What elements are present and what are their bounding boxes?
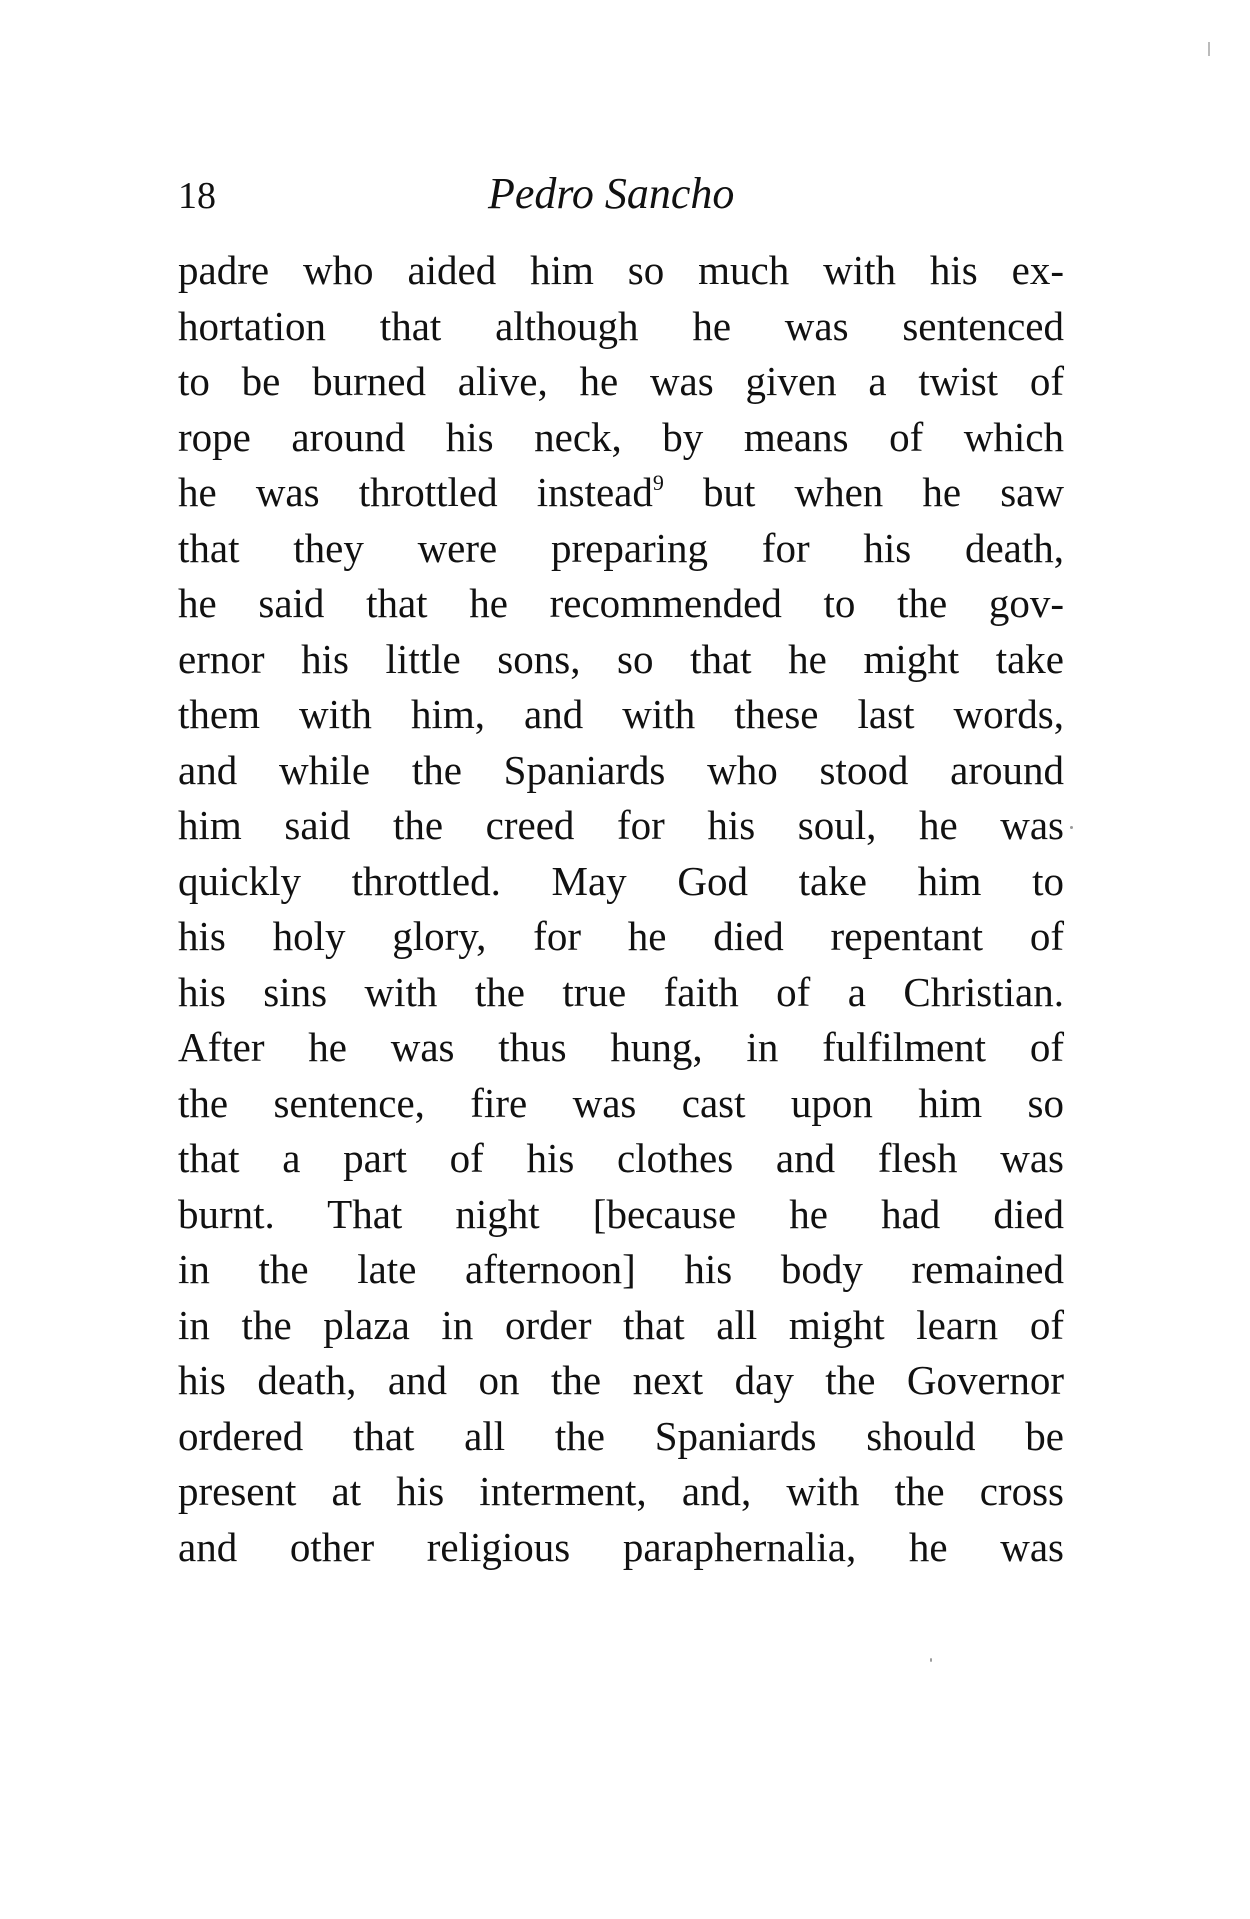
footnote-marker: 9	[652, 470, 664, 495]
text-line: quickly throttled. May God take him to	[178, 857, 1064, 904]
text-line-tail: but when he saw	[663, 469, 1064, 515]
text-line: the sentence, fire was cast upon him so	[178, 1079, 1064, 1126]
text-line-with-footnote	[178, 465, 1064, 521]
text-line: to be burned alive, he was given a twist of	[178, 358, 1064, 404]
text-line: his holy glory, for he died repentant of	[178, 913, 1064, 959]
text-line: After he was thus hung, in fulfilment of	[178, 1024, 1064, 1070]
page-header	[178, 168, 1068, 228]
text-line: his death, and on the next day the Governor	[178, 1357, 1064, 1403]
text-line-head: he was throttled instead	[178, 469, 653, 515]
scan-speck	[1070, 826, 1073, 829]
text-line: his sins with the true faith of a Christian.	[178, 968, 1064, 1015]
running-title: Pedro Sancho	[488, 169, 735, 218]
text-line: hortation that although he was sentenced	[178, 302, 1064, 349]
text-line: and other religious paraphernalia, he was	[178, 1523, 1064, 1570]
text-line: him said the creed for his soul, he was	[178, 802, 1064, 848]
text-line: and while the Spaniards who stood around	[178, 746, 1064, 793]
scan-speck	[1208, 42, 1210, 56]
text-line: he said that he recommended to the gov-	[178, 580, 1064, 626]
text-line: padre who aided him so much with his ex-	[178, 247, 1064, 293]
text-line: them with him, and with these last words,	[178, 691, 1064, 737]
text-line: in the late afternoon] his body remained	[178, 1246, 1064, 1292]
page-number: 18	[178, 175, 216, 217]
text-line: rope around his neck, by means of which	[178, 413, 1064, 460]
text-line: ernor his little sons, so that he might take	[178, 635, 1064, 682]
text-line: in the plaza in order that all might learn of	[178, 1301, 1064, 1348]
text-line: that they were preparing for his death,	[178, 524, 1064, 571]
text-line: burnt. That night [because he had died	[178, 1190, 1064, 1237]
body-text	[178, 243, 1064, 1575]
text-line: present at his interment, and, with the cross	[178, 1468, 1064, 1514]
scan-speck	[930, 1658, 932, 1662]
text-line: that a part of his clothes and flesh was	[178, 1135, 1064, 1181]
text-line: ordered that all the Spaniards should be	[178, 1412, 1064, 1459]
